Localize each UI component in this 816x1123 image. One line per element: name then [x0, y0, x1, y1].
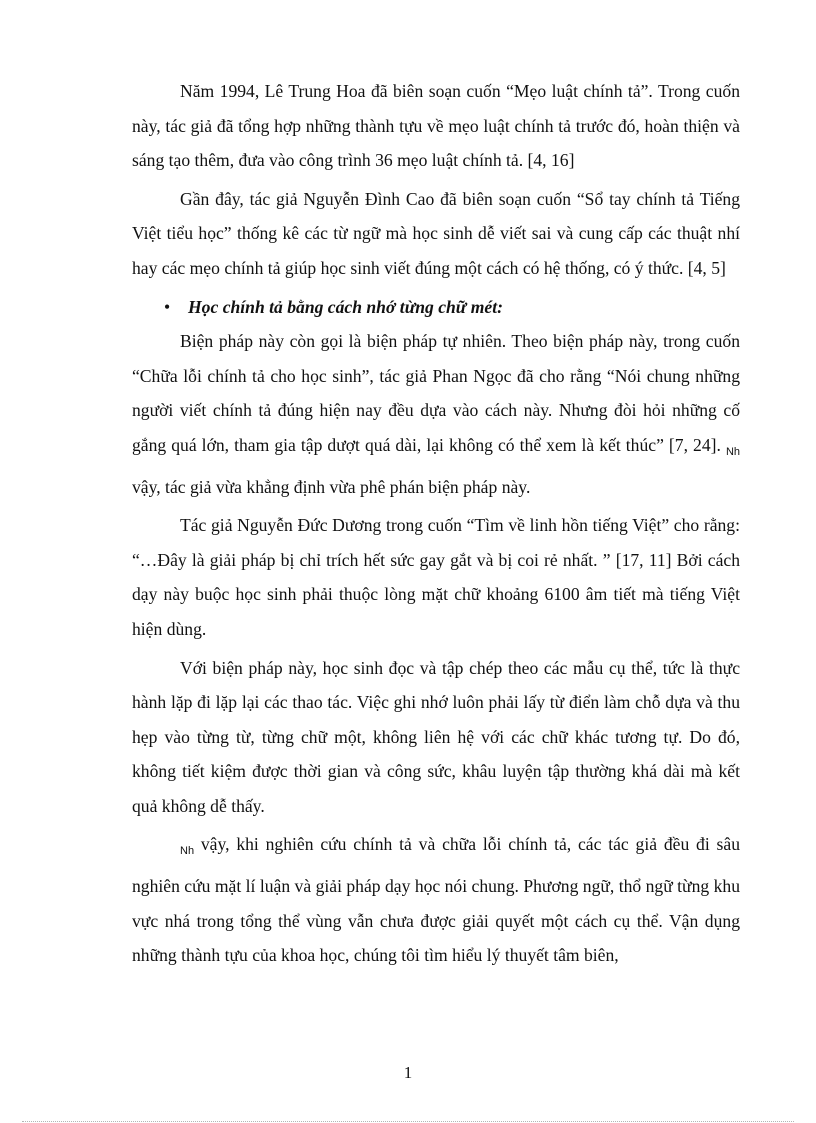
bullet-title: Học chính tả bằng cách nhớ từng chữ mét: — [188, 296, 503, 317]
paragraph-5: Với biện pháp này, học sinh đọc và tập chép theo các mẫu cụ thể, tức là thực hành lặp đi lặp lại các thao tác. Việc ghi nhớ luôn phải lấy từ điển làm chỗ dựa và thu hẹp vào từng từ, từng chữ một, không liên hệ với các chữ khác tương tự. Do đó, không tiết kiệm được thời gian và công sức, khâu luyện tập thường khá dài mà kết quả không dễ thấy. — [132, 657, 740, 816]
paragraph-2: Gần đây, tác giả Nguyễn Đình Cao đã biên soạn cuốn “Sổ tay chính tả Tiếng Việt tiểu học” thống kê các từ ngữ mà học sinh dễ viết sai và cung cấp các thuật nhí hay các mẹo chính tả giúp học sinh viết đúng một cách có hệ thống, có ý thức. [4, 5] — [132, 188, 740, 278]
nh-fragment: Nh — [725, 445, 740, 458]
paragraph-3-tail: vậy, tác giả vừa khẳng định vừa phê phán biện pháp này. — [132, 476, 531, 497]
paragraph-4: Tác giả Nguyễn Đức Dương trong cuốn “Tìm về linh hồn tiếng Việt” cho rằng: “…Đây là giải pháp bị chỉ trích hết sức gay gắt và bị coi rẻ nhất. ” [17, 11] Bởi cách dạy này buộc học sinh phải thuộc lòng mặt chữ khoảng 6100 âm tiết mà tiếng Việt hiện dùng. — [132, 515, 740, 639]
body-text — [132, 74, 740, 973]
paragraph-1: Năm 1994, Lê Trung Hoa đã biên soạn cuốn “Mẹo luật chính tả”. Trong cuốn này, tác giả đã tổng hợp những thành tựu về mẹo luật chính tả trước đó, hoàn thiện và sáng tạo thêm, đưa vào công trình 36 mẹo luật chính tả. [4, 16] — [132, 81, 740, 171]
page-number: 1 — [403, 1063, 413, 1082]
page-bottom-divider — [22, 1121, 794, 1122]
paragraph-3-text: Biện pháp này còn gọi là biện pháp tự nhiên. Theo biện pháp này, trong cuốn “Chữa lỗi chính tả cho học sinh”, tác giả Phan Ngọc đã cho rằng “Nói chung những người viết chính tả đúng hiện nay đều dựa vào cách này. Nhưng đòi hỏi những cố gắng quá lớn, tham gia tập dượt quá dài, lại không có thể xem là kết thúc” [7, 24]. — [132, 331, 740, 455]
paragraph-6-text: vậy, khi nghiên cứu chính tả và chữa lỗi chính tả, các tác giả đều đi sâu nghiên cứu mặt lí luận và giải pháp dạy học nói chung. Phương ngữ, thổ ngữ từng khu vực nhá trong tổng thể vùng vẫn chưa được giải quyết một cách cụ thể. Vận dụng những thành tựu của khoa học, chúng tôi tìm hiểu lý thuyết tâm biên, — [132, 834, 740, 966]
bullet-icon: • — [164, 296, 171, 317]
paragraph-3 — [132, 324, 740, 504]
bullet-heading — [132, 290, 740, 325]
paragraph-6 — [132, 827, 740, 972]
nh-fragment: Nh — [180, 845, 195, 858]
